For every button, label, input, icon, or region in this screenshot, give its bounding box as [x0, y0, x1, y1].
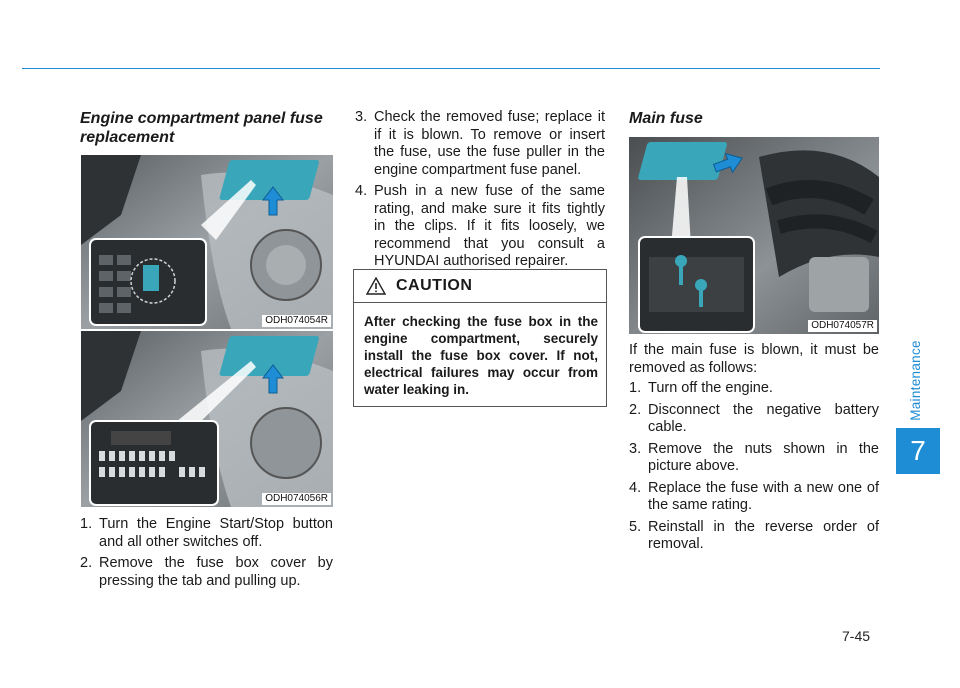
chapter-number-box	[896, 428, 940, 474]
section-heading-main-fuse: Main fuse	[629, 110, 703, 127]
list-item	[355, 183, 605, 271]
figure-code: ODH074057R	[808, 320, 877, 332]
step-text: Turn the Engine Start/Stop button and all other switches off.	[99, 516, 333, 550]
top-rule	[22, 68, 880, 69]
step-number: 2.	[629, 401, 642, 418]
steps-list-right	[629, 380, 879, 558]
step-number: 3.	[355, 109, 368, 125]
step-text: Remove the nuts shown in the picture above.	[648, 440, 879, 474]
list-item	[80, 516, 333, 551]
steps-list-middle	[355, 109, 605, 275]
step-text: Remove the fuse box cover by pressing the tab and pulling up.	[99, 555, 333, 589]
caution-box	[353, 269, 607, 407]
step-text: Disconnect the negative battery cable.	[648, 401, 879, 435]
list-item	[629, 441, 879, 476]
warning-triangle-icon	[366, 277, 386, 295]
step-text: Check the removed fuse; replace it if it is blown. To remove or insert the fuse, use the fuse puller in the engine compartment fuse panel.	[374, 109, 605, 178]
step-number: 1.	[80, 516, 93, 532]
main-fuse-intro: If the main fuse is blown, it must be removed as follows:	[629, 342, 879, 376]
chapter-label: Maintenance	[907, 339, 923, 421]
caution-title: CAUTION	[396, 277, 473, 294]
step-number: 4.	[629, 479, 642, 496]
steps-list-left	[80, 516, 333, 594]
caution-header	[354, 270, 606, 303]
list-item	[629, 519, 879, 554]
figure-engine-panel-1	[81, 155, 333, 329]
engine-bay-illustration	[81, 155, 333, 329]
section-heading-engine-panel: Engine compartment panel fuse replacement	[80, 110, 323, 146]
list-item	[80, 555, 333, 590]
fuse-box-open-illustration	[81, 331, 333, 507]
figure-code: ODH074054R	[262, 315, 331, 327]
main-fuse-illustration	[629, 137, 879, 334]
step-number: 1.	[629, 380, 642, 396]
step-number: 5.	[629, 518, 642, 535]
figure-main-fuse	[629, 137, 879, 334]
figure-engine-panel-2	[81, 331, 333, 507]
step-text: Turn off the engine.	[648, 380, 773, 396]
step-text: Reinstall in the reverse order of removal.	[648, 518, 879, 552]
list-item	[629, 380, 879, 398]
page-number: 7-45	[842, 628, 871, 644]
list-item	[629, 480, 879, 515]
list-item	[629, 402, 879, 437]
chapter-tab-label	[900, 340, 930, 420]
step-text: Push in a new fuse of the same rating, and make sure it fits tightly in the clips. If it fits loosely, we recommend that you consult a HYUNDAI authorised repairer.	[374, 183, 605, 269]
step-number: 2.	[80, 555, 93, 571]
chapter-number: 7	[910, 435, 926, 466]
step-text: Replace the fuse with a new one of the same rating.	[648, 479, 879, 513]
step-number: 3.	[629, 440, 642, 457]
step-number: 4.	[355, 183, 368, 199]
list-item	[355, 109, 605, 179]
caution-text: After checking the fuse box in the engine compartment, securely install the fuse box cover. If not, electrical failures may occur from water leaking in.	[364, 314, 598, 397]
figure-code: ODH074056R	[262, 493, 331, 505]
